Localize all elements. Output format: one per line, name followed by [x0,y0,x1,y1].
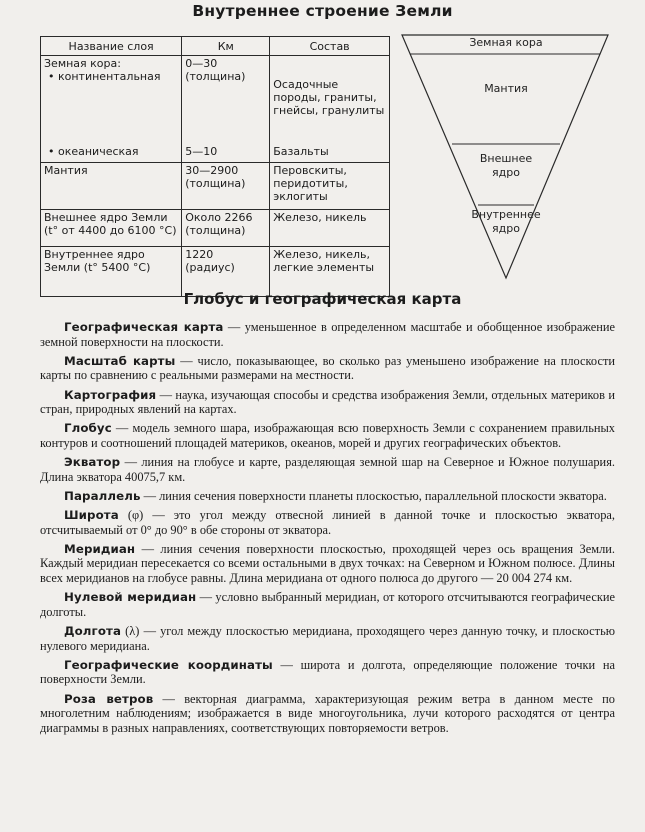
diagram-outer-core-label-2: ядро [492,166,520,179]
definition-item [40,624,615,653]
definition-item [40,354,615,383]
definition-text: — линия на глобусе и карте, разделяющая земной шар на Северное и Южное полушария. Длина экватора 40075,7 км. [40,455,615,484]
crust-oceanic-km: 5—10 [185,145,218,158]
definitions-list [40,320,615,740]
definition-item [40,489,615,504]
definition-item [40,590,615,619]
table-row-outer-core [41,210,390,247]
definition-item [40,508,615,537]
crust-composition-cell [270,56,390,163]
definition-term: Роза ветров [64,691,154,706]
header-km: Км [182,37,270,56]
diagram-mantle-label: Мантия [484,82,528,95]
definition-text: — условно выбранный меридиан, от которого отсчитываются географические долготы. [40,590,615,619]
crust-oceanic-label: • океаническая [48,145,139,158]
crust-name-cell [41,56,182,163]
definition-term: Нулевой меридиан [64,590,197,605]
table-row-inner-core [41,247,390,297]
crust-continental-composition: Осадочные породы, граниты, гнейсы, гранулиты [273,78,385,117]
definition-text: — модель земного шара, изображающая всю поверхность Земли с сохранением правильных контуров и соотношений площадей материков, океанов, морей и других географических объектов. [40,421,615,450]
definition-term: Долгота [64,624,122,639]
crust-continental-km: 0—30 [185,57,218,70]
definition-term: Географическая карта [64,320,224,334]
definition-text: — наука, изучающая способы и средства изображения Земли, отдельных материков и стран, природных явлений на картах. [40,387,615,417]
crust-continental-label: • континентальная [48,70,161,83]
definition-text: (λ) — угол между плоскостью меридиана, проходящего через данную точку, и плоскостью нулевого меридиана. [40,624,615,653]
table-row-crust [41,56,390,163]
definition-text: (φ) — это угол между отвесной линией в данной точке и плоскостью экватора, отсчитываемый от 0° до 90° в обе стороны от экватора. [40,508,615,537]
definition-term: Меридиан [64,541,136,556]
header-composition: Состав [270,37,390,56]
definition-term: Широта [64,508,119,523]
definition-item [40,692,615,736]
outer-core-name: Внешнее ядро Земли (t° от 4400 до 6100 °С) [41,210,182,247]
definition-item [40,320,615,349]
crust-continental-km-note: (толщина) [185,70,246,83]
inner-core-composition: Железо, никель, легкие элементы [270,247,390,297]
definition-item [40,421,615,450]
definition-text: — уменьшенное в определенном масштабе и обобщенное изображение земной поверхности на плоскости. [40,320,615,349]
definition-text: — линия сечения поверхности плоскостью, проходящей через ось вращения Земли. Каждый меридиан пересекается со всеми остальными в двух точках: на Северном и Южном полюсе. Длины всех меридианов на глобусе равны. Длина меридиана от одного полюса до другого — 20 004 274 км. [40,541,615,586]
mantle-name: Мантия [41,163,182,210]
diagram-outer-core-label-1: Внешнее [479,152,533,165]
table-header-row [41,37,390,56]
diagram-crust-label: Земная кора [469,36,543,49]
definition-item [40,658,615,687]
mantle-composition: Перовскиты, перидотиты, эклогиты [270,163,390,210]
definition-text: — число, показывающее, во сколько раз уменьшено изображение на плоскости карты по сравнению с реальными размерами на местности. [40,353,615,383]
mantle-km: 30—2900 (толщина) [182,163,270,210]
definition-term: Географические координаты [64,657,273,672]
definition-term: Картография [64,387,157,402]
definition-term: Параллель [64,488,141,503]
outer-core-km: Около 2266 (толщина) [182,210,270,247]
earth-layers-diagram [396,30,616,280]
crust-oceanic-composition: Базальты [273,145,329,158]
definition-text: — широта и долгота, определяющие положение точки на поверхности Земли. [40,657,615,687]
diagram-inner-core-label-2: ядро [492,222,520,235]
crust-km-cell [182,56,270,163]
inner-core-name: Внутреннее ядро Земли (t° 5400 °С) [41,247,182,297]
globe-section-title: Глобус и географическая карта [183,290,462,308]
definition-item [40,542,615,586]
inner-core-km: 1220 (радиус) [182,247,270,297]
earth-layers-table [40,36,390,297]
definition-text: — векторная диаграмма, характеризующая режим ветра в данном месте по многолетним наблюдениям; изображается в виде многоугольника, лучи которого расходятся от центра диаграммы в разных направлениях, соответствующих повторяемости ветров. [40,691,615,735]
definition-item [40,388,615,417]
definition-text: — линия сечения поверхности планеты плоскостью, параллельной плоскости экватора. [140,488,607,503]
outer-core-composition: Железо, никель [270,210,390,247]
structure-title: Внутреннее строение Земли [192,2,453,20]
diagram-inner-core-label-1: Внутреннее [471,208,541,221]
definition-term: Экватор [64,455,121,470]
table-row-mantle [41,163,390,210]
definition-item [40,455,615,484]
definition-term: Масштаб карты [64,353,176,368]
definition-term: Глобус [64,421,112,436]
crust-name: Земная кора: [44,57,121,70]
header-layer-name: Название слоя [41,37,182,56]
